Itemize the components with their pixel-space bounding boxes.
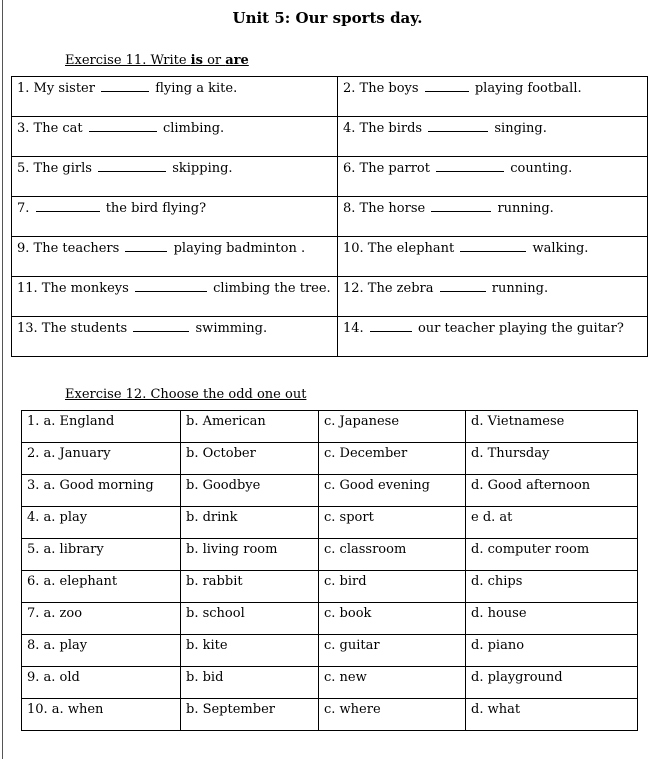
exercise-12-option[interactable]: d. Good afternoon <box>466 475 638 507</box>
answer-blank[interactable] <box>36 200 100 212</box>
exercise-12-option[interactable]: c. classroom <box>319 539 466 571</box>
unit-title: Unit 5: Our sports day. <box>232 9 423 27</box>
exercise-12-option[interactable]: 2. a. January <box>22 443 181 475</box>
exercise-11-item <box>338 197 648 237</box>
answer-blank[interactable] <box>98 160 166 172</box>
item-suffix: skipping. <box>172 161 233 176</box>
exercise-12-option[interactable]: c. Japanese <box>319 411 466 443</box>
exercise-12-option[interactable]: b. drink <box>181 507 319 539</box>
exercise-11-item <box>338 317 648 357</box>
item-suffix: flying a kite. <box>155 81 238 96</box>
item-suffix: climbing the tree. <box>213 281 331 296</box>
exercise-11-item <box>338 277 648 317</box>
item-prefix: 5. The girls <box>17 161 92 176</box>
exercise-11-item <box>12 237 338 277</box>
answer-blank[interactable] <box>125 240 167 252</box>
exercise-12-option[interactable]: 7. a. zoo <box>22 603 181 635</box>
exercise-12-option[interactable]: e d. at <box>466 507 638 539</box>
answer-blank[interactable] <box>428 120 488 132</box>
answer-blank[interactable] <box>431 200 491 212</box>
exercise-11-item <box>338 237 648 277</box>
exercise-12-row <box>22 571 638 603</box>
exercise-11-row <box>12 317 648 357</box>
exercise-11-item <box>338 77 648 117</box>
exercise-12-option[interactable]: d. what <box>466 699 638 731</box>
exercise-12-option[interactable]: c. Good evening <box>319 475 466 507</box>
exercise-12-option[interactable]: c. guitar <box>319 635 466 667</box>
exercise-12-option[interactable]: 10. a. when <box>22 699 181 731</box>
exercise-12-option[interactable]: d. playground <box>466 667 638 699</box>
answer-blank[interactable] <box>89 120 157 132</box>
exercise-12-row <box>22 635 638 667</box>
exercise-11-item <box>338 117 648 157</box>
exercise-11-title-prefix: Exercise 11. Write <box>65 53 191 68</box>
exercise-12-row <box>22 667 638 699</box>
exercise-12-option[interactable]: d. house <box>466 603 638 635</box>
exercise-12-option[interactable]: b. bid <box>181 667 319 699</box>
exercise-12-option[interactable]: b. September <box>181 699 319 731</box>
item-suffix: counting. <box>510 161 573 176</box>
exercise-12-option[interactable]: b. kite <box>181 635 319 667</box>
exercise-12-option[interactable]: 8. a. play <box>22 635 181 667</box>
exercise-11-row <box>12 237 648 277</box>
exercise-12-option[interactable]: 4. a. play <box>22 507 181 539</box>
exercise-12-option[interactable]: c. bird <box>319 571 466 603</box>
exercise-11-item <box>12 117 338 157</box>
exercise-11-item <box>12 197 338 237</box>
item-prefix: 7. <box>17 201 30 216</box>
item-suffix: climbing. <box>162 121 225 136</box>
exercise-12-option[interactable]: c. where <box>319 699 466 731</box>
exercise-11-title-or: or <box>202 53 226 68</box>
exercise-11-row <box>12 77 648 117</box>
exercise-11-title-are: are <box>225 53 249 68</box>
exercise-12-row <box>22 411 638 443</box>
item-suffix: playing badminton . <box>173 241 306 256</box>
item-suffix: swimming. <box>195 321 268 336</box>
item-prefix: 3. The cat <box>17 121 83 136</box>
item-prefix: 9. The teachers <box>17 241 120 256</box>
item-suffix: walking. <box>532 241 589 256</box>
exercise-12-option[interactable]: c. sport <box>319 507 466 539</box>
exercise-11-item <box>12 157 338 197</box>
exercise-12-row <box>22 507 638 539</box>
answer-blank[interactable] <box>440 280 486 292</box>
exercise-12-option[interactable]: 9. a. old <box>22 667 181 699</box>
exercise-12-row <box>22 539 638 571</box>
exercise-11-row <box>12 117 648 157</box>
exercise-12-option[interactable]: b. school <box>181 603 319 635</box>
exercise-12-option[interactable]: 3. a. Good morning <box>22 475 181 507</box>
item-prefix: 2. The boys <box>343 81 419 96</box>
exercise-12-option[interactable]: d. computer room <box>466 539 638 571</box>
exercise-12-row <box>22 603 638 635</box>
exercise-12-option[interactable]: d. chips <box>466 571 638 603</box>
exercise-11-item <box>12 277 338 317</box>
answer-blank[interactable] <box>460 240 526 252</box>
answer-blank[interactable] <box>101 80 149 92</box>
exercise-11-row <box>12 197 648 237</box>
item-suffix: the bird flying? <box>105 201 207 216</box>
exercise-12-option[interactable]: c. new <box>319 667 466 699</box>
item-prefix: 13. The students <box>17 321 128 336</box>
exercise-12-title: Exercise 12. Choose the odd one out <box>65 387 307 402</box>
item-prefix: 14. <box>343 321 364 336</box>
item-prefix: 11. The monkeys <box>17 281 129 296</box>
exercise-12-option[interactable]: b. living room <box>181 539 319 571</box>
item-suffix: our teacher playing the guitar? <box>417 321 624 336</box>
item-suffix: running. <box>491 281 549 296</box>
exercise-12-option[interactable]: 6. a. elephant <box>22 571 181 603</box>
exercise-11-item <box>12 317 338 357</box>
exercise-11-row <box>12 277 648 317</box>
exercise-11-item <box>12 77 338 117</box>
exercise-11-title <box>65 53 249 68</box>
exercise-12-row <box>22 699 638 731</box>
exercise-12-option[interactable]: 5. a. library <box>22 539 181 571</box>
answer-blank[interactable] <box>370 320 412 332</box>
item-suffix: playing football. <box>474 81 582 96</box>
exercise-12-option[interactable]: b. American <box>181 411 319 443</box>
answer-blank[interactable] <box>436 160 504 172</box>
exercise-12-option[interactable]: 1. a. England <box>22 411 181 443</box>
exercise-12-table <box>21 410 638 731</box>
exercise-12-row <box>22 443 638 475</box>
answer-blank[interactable] <box>425 80 469 92</box>
exercise-12-option[interactable]: b. October <box>181 443 319 475</box>
exercise-12-option[interactable]: c. December <box>319 443 466 475</box>
item-suffix: running. <box>497 201 554 216</box>
item-prefix: 10. The elephant <box>343 241 455 256</box>
answer-blank[interactable] <box>133 320 189 332</box>
exercise-12-option[interactable]: d. Vietnamese <box>466 411 638 443</box>
exercise-12-option[interactable]: d. Thursday <box>466 443 638 475</box>
exercise-11-item <box>338 157 648 197</box>
item-prefix: 4. The birds <box>343 121 423 136</box>
item-suffix: singing. <box>494 121 547 136</box>
exercise-12-option[interactable]: b. Goodbye <box>181 475 319 507</box>
exercise-11-row <box>12 157 648 197</box>
item-prefix: 6. The parrot <box>343 161 430 176</box>
exercise-11-table <box>11 76 648 357</box>
item-prefix: 1. My sister <box>17 81 95 96</box>
exercise-12-option[interactable]: c. book <box>319 603 466 635</box>
exercise-12-option[interactable]: b. rabbit <box>181 571 319 603</box>
item-prefix: 12. The zebra <box>343 281 434 296</box>
exercise-12-option[interactable]: d. piano <box>466 635 638 667</box>
exercise-12-row <box>22 475 638 507</box>
item-prefix: 8. The horse <box>343 201 426 216</box>
page-left-rule <box>2 0 3 759</box>
answer-blank[interactable] <box>135 280 207 292</box>
exercise-11-title-is: is <box>190 53 203 68</box>
